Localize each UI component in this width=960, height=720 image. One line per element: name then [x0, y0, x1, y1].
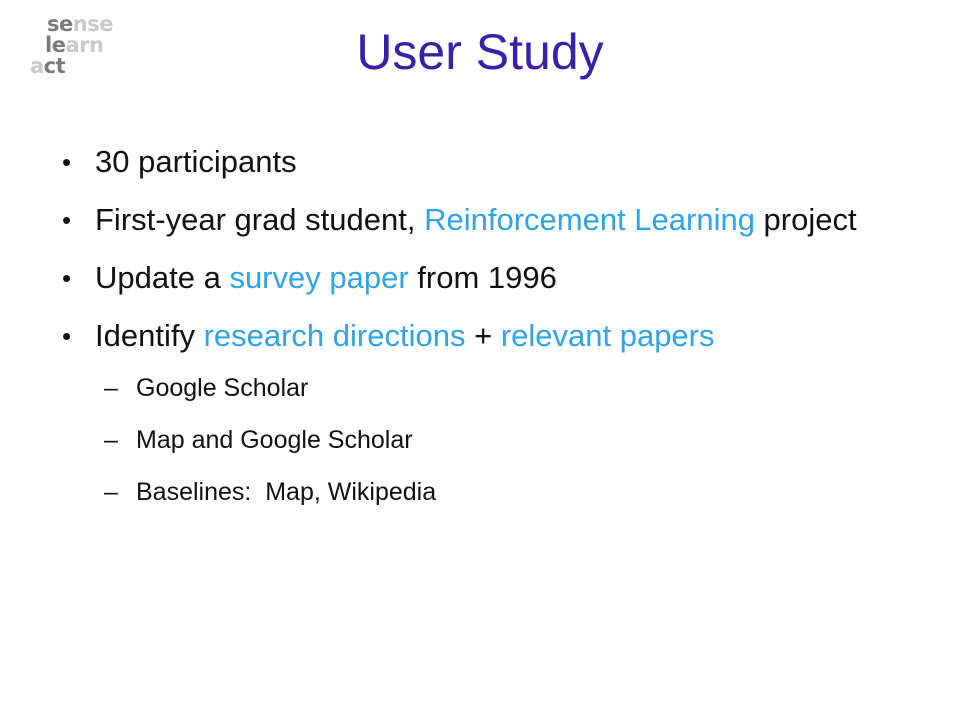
bullet-text: from 1996 [408, 260, 557, 295]
bullet-dot: • [62, 263, 72, 293]
bullet-text: Update a [95, 260, 230, 295]
highlight-relevant-papers: relevant papers [500, 318, 715, 353]
bullet-text: project [754, 202, 857, 237]
sub-bullet-dash: – [104, 374, 118, 402]
sub-bullet-google-scholar [62, 372, 922, 404]
bullet-survey-paper [62, 256, 922, 300]
bullet-text: 30 participants [95, 144, 297, 179]
bullet-dot: • [62, 321, 72, 351]
logo-line-sense: sense [47, 12, 113, 36]
sub-bullet-baselines [62, 476, 922, 508]
logo-line-learn: learn [45, 33, 104, 57]
highlight-reinforcement-learning: Reinforcement Learning [424, 202, 755, 237]
bullet-text: + [465, 318, 501, 353]
bullet-participants [62, 140, 922, 184]
sub-bullet-map-and-google-scholar [62, 424, 922, 456]
sub-bullet-dash: – [104, 478, 118, 506]
sub-bullet-text: Map and Google Scholar [136, 426, 413, 454]
logo-line-act: act [30, 54, 66, 78]
sub-bullet-dash: – [104, 426, 118, 454]
bullet-grad-student [62, 198, 922, 242]
bullet-text: Identify [95, 318, 204, 353]
bullet-identify [62, 314, 922, 358]
highlight-research-directions: research directions [203, 318, 466, 353]
bullet-dot: • [62, 205, 72, 235]
bullet-list [62, 140, 922, 528]
slide-title: User Study [356, 24, 604, 80]
sub-bullet-text: Baselines: Map, Wikipedia [136, 478, 437, 506]
bullet-text: First-year grad student, [95, 202, 425, 237]
highlight-survey-paper: survey paper [229, 260, 409, 295]
bullet-dot: • [62, 147, 72, 177]
sub-bullet-text: Google Scholar [136, 374, 309, 402]
